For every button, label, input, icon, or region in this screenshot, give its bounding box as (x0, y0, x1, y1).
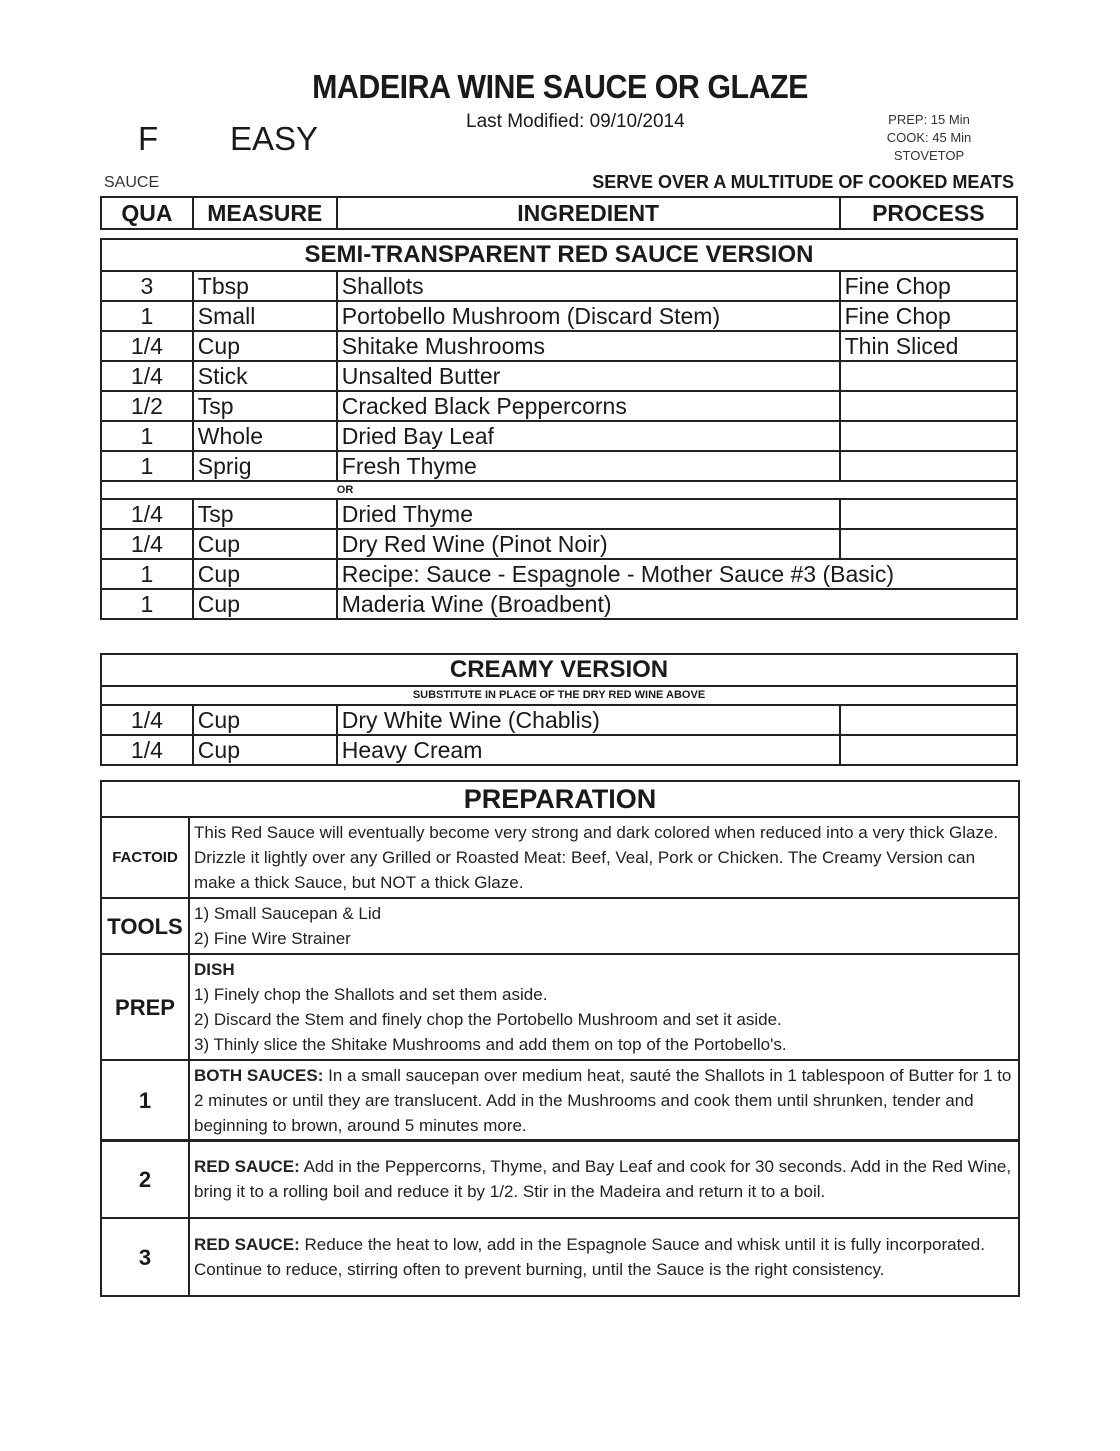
ingredient-name: Heavy Cream (337, 735, 840, 765)
column-header-table (100, 196, 1018, 230)
ingredient-row (101, 499, 1017, 529)
step-text (189, 1060, 1019, 1141)
ingredient-row (101, 361, 1017, 391)
prep-item: 3) Thinly slice the Shitake Mushrooms and add them on top of the Portobello's. (194, 1035, 787, 1054)
ingredient-qty: 1 (101, 421, 193, 451)
red-sauce-table (100, 238, 1018, 620)
ingredient-process (840, 421, 1017, 451)
step-body: In a small saucepan over medium heat, sauté the Shallots in 1 tablespoon of Butter for 1 to 2 minutes or until they are translucent. Add in the Mushrooms and cook them until shrunken, tender and beginning to brown, around 5 minutes more. (194, 1066, 1012, 1135)
preparation-table (100, 780, 1020, 1142)
ingredient-process (840, 499, 1017, 529)
ingredient-measure: Cup (193, 589, 337, 619)
column-header-qua: QUA (101, 197, 193, 229)
tool-item: 2) Fine Wire Strainer (194, 929, 351, 948)
step-lead: RED SAUCE: (194, 1157, 300, 1176)
tools-label: TOOLS (101, 898, 189, 954)
ingredient-measure: Cup (193, 735, 337, 765)
ingredient-measure: Tsp (193, 391, 337, 421)
ingredient-row (101, 331, 1017, 361)
creamy-version-table (100, 653, 1018, 766)
red-sauce-title: SEMI-TRANSPARENT RED SAUCE VERSION (101, 239, 1017, 271)
step-lead: BOTH SAUCES: (194, 1066, 324, 1085)
step-lead: RED SAUCE: (194, 1235, 300, 1254)
creamy-version-title: CREAMY VERSION (101, 654, 1017, 686)
ingredient-process (840, 735, 1017, 765)
ingredient-measure: Cup (193, 559, 337, 589)
ingredient-qty: 1/2 (101, 391, 193, 421)
or-separator: OR (337, 481, 1017, 499)
ingredient-qty: 1/4 (101, 735, 193, 765)
ingredient-row (101, 451, 1017, 481)
grade-label: F (138, 120, 159, 157)
ingredient-measure: Stick (193, 361, 337, 391)
ingredient-qty: 1/4 (101, 705, 193, 735)
time-info (866, 111, 992, 165)
prep-item: 1) Finely chop the Shallots and set them aside. (194, 985, 548, 1004)
category-label: SAUCE (104, 174, 160, 191)
column-header-measure: MEASURE (193, 197, 337, 229)
ingredient-process (840, 705, 1017, 735)
ingredient-measure: Tbsp (193, 271, 337, 301)
ingredient-name: Shallots (337, 271, 840, 301)
ingredient-row (101, 301, 1017, 331)
ingredient-row (101, 559, 1017, 589)
ingredient-row (101, 735, 1017, 765)
tools-list (189, 898, 1019, 954)
prep-list (189, 954, 1019, 1060)
prep-time: PREP: 15 Min (888, 112, 970, 127)
factoid-label: FACTOID (101, 817, 189, 898)
ingredient-process: Fine Chop (840, 271, 1017, 301)
prep-item: 2) Discard the Stem and finely chop the Portobello Mushroom and set it aside. (194, 1010, 782, 1029)
serving-note: SERVE OVER A MULTITUDE OF COOKED MEATS (592, 172, 1014, 192)
ingredient-process (840, 451, 1017, 481)
ingredient-name: Shitake Mushrooms (337, 331, 840, 361)
ingredient-qty: 1/4 (101, 499, 193, 529)
ingredient-measure: Tsp (193, 499, 337, 529)
step-number: 2 (101, 1140, 189, 1218)
tool-item: 1) Small Saucepan & Lid (194, 904, 382, 923)
ingredient-measure: Cup (193, 529, 337, 559)
prep-heading: DISH (194, 960, 235, 979)
ingredient-name: Portobello Mushroom (Discard Stem) (337, 301, 840, 331)
step-text (189, 1140, 1019, 1218)
creamy-version-subtitle: SUBSTITUTE IN PLACE OF THE DRY RED WINE ABOVE (101, 686, 1017, 705)
step-number: 1 (101, 1060, 189, 1141)
ingredient-measure: Sprig (193, 451, 337, 481)
ingredient-name: Dried Bay Leaf (337, 421, 840, 451)
step-number: 3 (101, 1218, 189, 1296)
ingredient-qty: 1 (101, 451, 193, 481)
ingredient-measure: Small (193, 301, 337, 331)
ingredient-name: Unsalted Butter (337, 361, 840, 391)
ingredient-row (101, 529, 1017, 559)
ingredient-process (840, 361, 1017, 391)
ingredient-process (840, 529, 1017, 559)
column-header-ingredient: INGREDIENT (337, 197, 840, 229)
factoid-text: This Red Sauce will eventually become very strong and dark colored when reduced into a very thick Glaze. Drizzle it lightly over any Grilled or Roasted Meat: Beef, Veal, Pork or Chicken. The Creamy Version can make a thick Sauce, but NOT a thick Glaze. (189, 817, 1019, 898)
ingredient-process: Thin Sliced (840, 331, 1017, 361)
ingredient-name: Recipe: Sauce - Espagnole - Mother Sauce #3 (Basic) (337, 559, 1017, 589)
ingredient-qty: 1 (101, 559, 193, 589)
ingredient-qty: 1/4 (101, 331, 193, 361)
ingredient-name: Dry Red Wine (Pinot Noir) (337, 529, 840, 559)
step-body: Reduce the heat to low, add in the Espagnole Sauce and whisk until it is fully incorporated. Continue to reduce, stirring often to prevent burning, until the Sauce is the right consistency. (194, 1235, 985, 1279)
ingredient-row (101, 705, 1017, 735)
ingredient-name: Maderia Wine (Broadbent) (337, 589, 1017, 619)
ingredient-measure: Cup (193, 705, 337, 735)
cook-method: STOVETOP (893, 148, 965, 163)
ingredient-qty: 1 (101, 589, 193, 619)
ingredient-name: Cracked Black Peppercorns (337, 391, 840, 421)
preparation-title: PREPARATION (101, 781, 1019, 817)
ingredient-measure: Cup (193, 331, 337, 361)
ingredient-name: Dried Thyme (337, 499, 840, 529)
cook-time: COOK: 45 Min (886, 130, 972, 145)
prep-label: PREP (101, 954, 189, 1060)
ingredient-row (101, 271, 1017, 301)
step-body: Add in the Peppercorns, Thyme, and Bay Leaf and cook for 30 seconds. Add in the Red Wine, bring it to a rolling boil and reduce it by 1/2. Stir in the Madeira and return it to a boil. (194, 1157, 1012, 1201)
ingredient-qty: 1 (101, 301, 193, 331)
last-modified: Last Modified: 09/10/2014 (466, 111, 685, 132)
ingredient-name: Dry White Wine (Chablis) (337, 705, 840, 735)
step-text (189, 1218, 1019, 1296)
difficulty-label: EASY (230, 120, 319, 157)
or-spacer (101, 481, 337, 499)
ingredient-qty: 3 (101, 271, 193, 301)
ingredient-row (101, 589, 1017, 619)
ingredient-process (840, 391, 1017, 421)
ingredient-process: Fine Chop (840, 301, 1017, 331)
column-header-process: PROCESS (840, 197, 1017, 229)
recipe-title: MADEIRA WINE SAUCE OR GLAZE (312, 68, 808, 105)
ingredient-qty: 1/4 (101, 529, 193, 559)
ingredient-qty: 1/4 (101, 361, 193, 391)
preparation-steps-table (100, 1139, 1020, 1297)
ingredient-name: Fresh Thyme (337, 451, 840, 481)
ingredient-measure: Whole (193, 421, 337, 451)
ingredient-row (101, 421, 1017, 451)
ingredient-row (101, 391, 1017, 421)
